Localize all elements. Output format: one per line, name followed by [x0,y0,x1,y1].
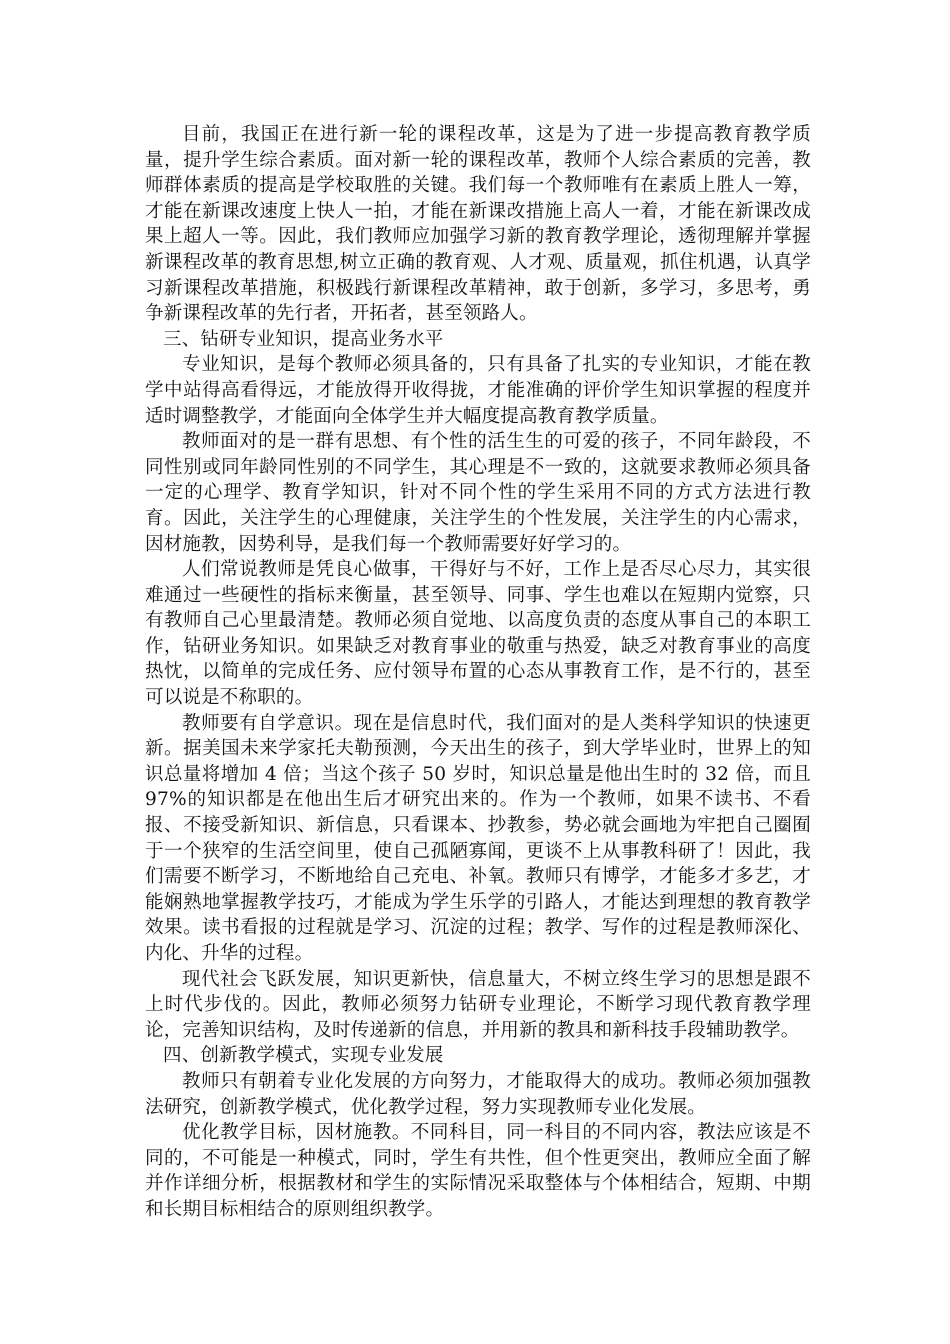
paragraph-teaching-objectives: 优化教学目标，因材施教。不同科目，同一科目的不同内容，教法应该是不同的，不可能是一种模式，同时，学生有共性，但个性更突出，教师应全面了解并作详细分析，根据教材和学生的实际情况采取整体与个体相结合，短期、中期和长期目标相结合的原则组织教学。 [145,1122,811,1220]
section-heading-3: 三、钻研专业知识，提高业务水平 [163,328,444,350]
paragraph-professional-development: 教师只有朝着专业化发展的方向努力，才能取得大的成功。教师必须加强教法研究，创新教学模式，优化教学过程，努力实现教师专业化发展。 [145,1070,811,1118]
paragraph-teacher-conscience: 人们常说教师是凭良心做事，干得好与不好，工作上是否尽心尽力，其实很难通过一些硬性的指标来衡量，甚至领导、同事、学生也难以在短期内觉察，只有教师自己心里最清楚。教师必须自觉地、以高度负责的态度从事自己的本职工作，钻研业务知识。如果缺乏对教育事业的敬重与热爱，缺乏对教育事业的高度热忱，以简单的完成任务、应付领导布置的心态从事教育工作，是不行的，甚至可以说是不称职的。 [145,559,811,709]
paragraph-self-learning: 教师要有自学意识。现在是信息时代，我们面对的是人类科学知识的快速更新。据美国未来学家托夫勒预测，今天出生的孩子，到大学毕业时，世界上的知识总量将增加 4 倍；当这个孩子 50 岁时，知识总量是他出生时的 32 倍，而且 97%的知识都是在他出生后才研究出来的。作为一个教师，如果不读书、不看报、不接受新知识、新信息，只看课本、抄教参，势必就会画地为牢把自己圈囿于一个狭窄的生活空间里，使自己孤陋寡闻，更谈不上从事教科研了！因此，我们需要不断学习，不断地给自己充电、补氧。教师只有博学，才能多才多艺，才能娴熟地掌握教学技巧，才能成为学生乐学的引路人，才能达到理想的教育教学效果。读书看报的过程就是学习、沉淀的过程；教学、写作的过程是教师深化、内化、升华的过程。 [145,712,811,964]
paragraph-curriculum-reform: 目前，我国正在进行新一轮的课程改革，这是为了进一步提高教育教学质量，提升学生综合素质。面对新一轮的课程改革，教师个人综合素质的完善，教师群体素质的提高是学校取胜的关键。我们每一个教师唯有在素质上胜人一筹，才能在新课改速度上快人一拍，才能在新课改措施上高人一着，才能在新课改成果上超人一等。因此，我们教师应加强学习新的教育教学理论，透彻理解并掌握新课程改革的教育思想,树立正确的教育观、人才观、质量观，抓住机遇，认真学习新课程改革措施，积极践行新课程改革精神，敢于创新，多学习，多思考，勇争新课程改革的先行者，开拓者，甚至领路人。 [145,124,811,325]
document-body [145,122,811,1223]
paragraph-professional-knowledge: 专业知识，是每个教师必须具备的，只有具备了扎实的专业知识，才能在教学中站得高看得远，才能放得开收得拢，才能准确的评价学生知识掌握的程度并适时调整教学，才能面向全体学生并大幅度提高教育教学质量。 [145,354,811,427]
paragraph-student-psychology: 教师面对的是一群有思想、有个性的活生生的可爱的孩子，不同年龄段，不同性别或同年龄同性别的不同学生，其心理是不一致的，这就要求教师必须具备一定的心理学、教育学知识，针对不同个性的学生采用不同的方式方法进行教育。因此，关注学生的心理健康，关注学生的个性发展，关注学生的内心需求，因材施教，因势利导，是我们每一个教师需要好好学习的。 [145,431,811,555]
paragraph-lifelong-learning: 现代社会飞跃发展，知识更新快，信息量大，不树立终生学习的思想是跟不上时代步伐的。因此，教师必须努力钻研专业理论，不断学习现代教育教学理论，完善知识结构，及时传递新的信息，并用新的教具和新科技手段辅助教学。 [145,968,811,1041]
section-heading-4: 四、创新教学模式，实现专业发展 [163,1045,444,1067]
